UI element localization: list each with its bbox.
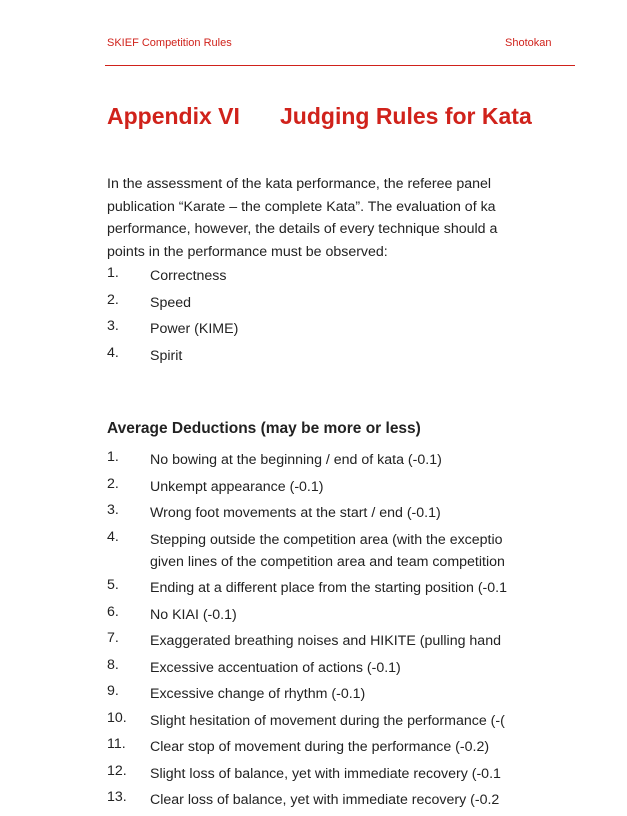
criteria-list: [107, 265, 627, 371]
intro-line: performance, however, the details of every technique should a: [107, 221, 498, 237]
item-number: 4.: [107, 344, 119, 361]
item-number: 13.: [107, 789, 127, 805]
title-appendix-number: Appendix VI: [107, 103, 240, 129]
item-text-line: Stepping outside the competition area (with the exceptio: [150, 531, 503, 548]
item-text-line: Slight loss of balance, yet with immediate recovery (-0.1: [150, 765, 501, 782]
title-heading: Judging Rules for Kata: [280, 103, 532, 129]
item-number: 3.: [107, 318, 119, 334]
criteria-item: [107, 345, 627, 372]
item-text-line: Wrong foot movements at the start / end (-0.1): [150, 505, 441, 521]
item-text-line: Clear stop of movement during the performance (-0.2): [150, 739, 490, 755]
criteria-item: [107, 318, 627, 345]
item-number: 9.: [107, 683, 119, 699]
intro-line: In the assessment of the kata performance, the referee panel: [107, 176, 492, 192]
intro-line: publication “Karate – the complete Kata”. The evaluation of ka: [107, 198, 496, 215]
deduction-item: [107, 789, 627, 816]
deduction-item: [107, 630, 627, 657]
item-number: 10.: [107, 709, 127, 726]
deduction-item: [107, 476, 627, 503]
item-number: 11.: [107, 736, 126, 752]
deduction-item: [107, 502, 627, 529]
item-text-line: No bowing at the beginning / end of kata (-0.1): [150, 452, 442, 468]
item-text: [150, 476, 324, 498]
item-number: 2.: [107, 475, 119, 492]
item-text: Power (KIME): [150, 321, 239, 337]
item-text-line: No KIAI (-0.1): [150, 606, 237, 623]
item-text: [150, 577, 507, 599]
running-header-left: SKIEF Competition Rules: [107, 37, 232, 49]
item-number: 1.: [107, 449, 119, 465]
item-text: Speed: [150, 294, 192, 311]
item-text-line: Excessive change of rhythm (-0.1): [150, 686, 366, 702]
section-heading: Average Deductions (may be more or less): [107, 420, 421, 437]
page-title: [107, 103, 532, 130]
item-number: 3.: [107, 502, 119, 518]
item-number: 8.: [107, 656, 119, 673]
item-text-line: Ending at a different place from the starting position (-0.1: [150, 580, 507, 596]
deduction-item: [107, 577, 627, 604]
item-number: 4.: [107, 528, 119, 545]
item-text: [150, 604, 237, 626]
item-text-line: Clear loss of balance, yet with immediate recovery (-0.2: [150, 792, 500, 808]
item-text: [150, 630, 501, 652]
item-number: 12.: [107, 762, 127, 779]
item-text: [150, 683, 365, 705]
item-text: [150, 736, 489, 758]
deduction-item: [107, 683, 627, 710]
intro-line: points in the performance must be observed:: [107, 243, 388, 260]
item-text: [150, 710, 505, 732]
item-text: [150, 449, 442, 471]
item-text-line: Exaggerated breathing noises and HIKITE (pulling hand: [150, 633, 501, 649]
item-text-line: Unkempt appearance (-0.1): [150, 478, 324, 495]
deduction-item: [107, 604, 627, 631]
deduction-item: [107, 657, 627, 684]
criteria-item: [107, 265, 627, 292]
item-text: [150, 529, 505, 573]
deduction-item: [107, 529, 627, 578]
item-text: Correctness: [150, 268, 227, 284]
item-text-line: given lines of the competition area and team competition: [150, 553, 505, 570]
deduction-item: [107, 710, 627, 737]
intro-paragraph: [107, 173, 627, 263]
item-text: [150, 763, 501, 785]
item-text: Spirit: [150, 347, 183, 364]
deduction-item: [107, 763, 627, 790]
item-text-line: Slight hesitation of movement during the performance (-(: [150, 712, 505, 729]
header-rule: [105, 65, 575, 66]
item-text-line: Excessive accentuation of actions (-0.1): [150, 659, 401, 676]
item-number: 5.: [107, 577, 119, 593]
deductions-list: [107, 449, 627, 816]
item-text: [150, 789, 499, 811]
deduction-item: [107, 449, 627, 476]
deduction-item: [107, 736, 627, 763]
item-number: 2.: [107, 291, 119, 308]
criteria-item: [107, 292, 627, 319]
item-number: 7.: [107, 630, 119, 646]
item-number: 6.: [107, 603, 119, 620]
item-text: [150, 502, 441, 524]
running-header-right: Shotokan: [505, 37, 552, 49]
item-number: 1.: [107, 265, 119, 281]
item-text: [150, 657, 401, 679]
